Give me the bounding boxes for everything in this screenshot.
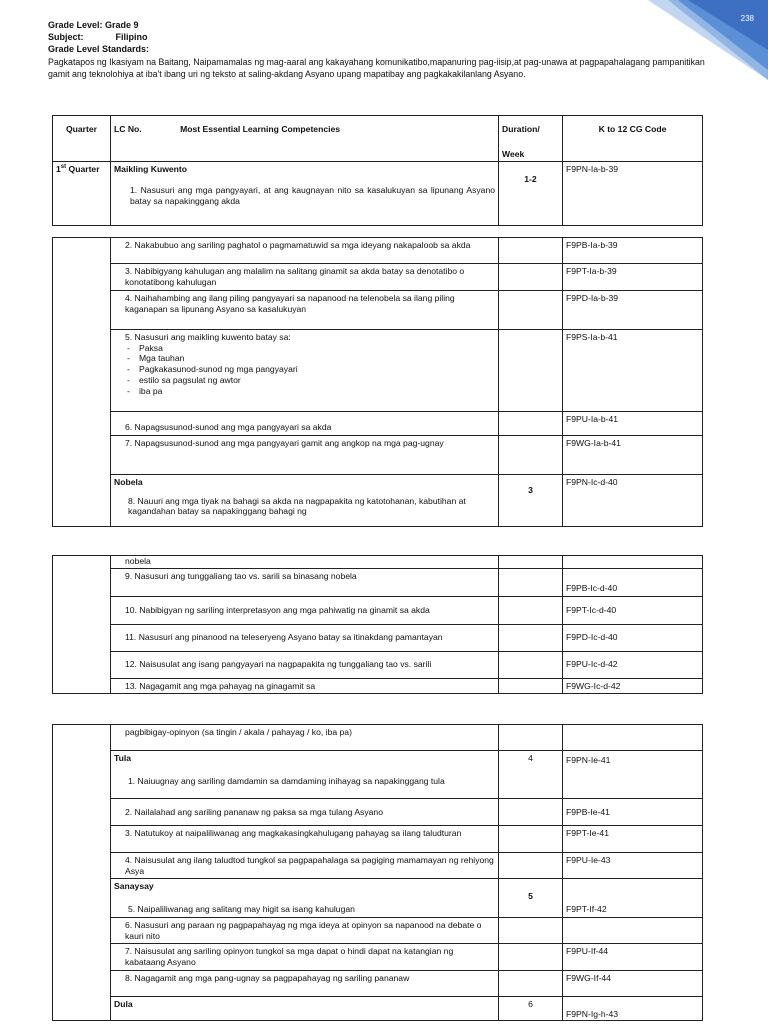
competency-continuation: nobela (111, 556, 499, 569)
duration-cell (499, 264, 563, 291)
table-row (53, 436, 703, 475)
code-cell: F9PN-Ie-41 (563, 751, 703, 799)
code-cell: F9WG-Ia-b-41 (563, 436, 703, 475)
duration-cell: 1-2 (499, 162, 563, 226)
section-maikling-kuwento: Maikling Kuwento (114, 164, 188, 175)
duration-cell (499, 970, 563, 996)
code-cell (563, 917, 703, 943)
table-row (53, 569, 703, 597)
point-item: - iba pa (125, 386, 495, 397)
code-cell: F9PU-Ie-43 (563, 853, 703, 879)
competency-item: 8. Nauuri ang mga tiyak na bahagi sa akda na nagpapakita ng katotohanan, kabutihan at kagandahan batay sa napakinggang bahagi ng (128, 495, 466, 517)
duration-cell (499, 944, 563, 970)
code-cell: F9PN-Ic-d-40 (563, 475, 703, 527)
code-cell (563, 556, 703, 569)
duration-cell: 6 (499, 996, 563, 1020)
competency-table-2 (52, 237, 703, 527)
competency-item: 12. Naisusulat ang isang pangyayari na nagpapakita ng tunggaliang tao vs. sarili (111, 651, 499, 678)
table-row (53, 853, 703, 879)
table-row (53, 799, 703, 826)
table-row (53, 238, 703, 264)
competency-item: 13. Nagagamit ang mga pahayag na ginagamit sa (111, 678, 499, 694)
header-duration (499, 116, 563, 162)
duration-cell (499, 412, 563, 436)
table-row (53, 475, 703, 527)
table-row (53, 751, 703, 799)
table-row (53, 624, 703, 651)
header-lc-mel (111, 116, 499, 162)
subject-row (48, 32, 728, 44)
quarter-cell: 1st Quarter (53, 162, 111, 226)
code-cell: F9PB-Ia-b-39 (563, 238, 703, 264)
quarter-cell (53, 556, 111, 694)
competency-item: 6. Nasusuri ang paraan ng pagpapahayag ng mga ideya at opinyon sa napanood na debate o kauri nito (111, 917, 499, 943)
duration-cell (499, 291, 563, 330)
header-week-label: Week (502, 148, 525, 159)
code-cell: F9PT-Ie-41 (563, 826, 703, 853)
code-cell: F9PD-Ia-b-39 (563, 291, 703, 330)
table-header-row (53, 116, 703, 162)
header-mel: Most Essential Learning Competencies (180, 124, 341, 134)
duration-cell (499, 651, 563, 678)
standards-label: Grade Level Standards: (48, 44, 150, 54)
duration-cell (499, 556, 563, 569)
competency-item: 3. Nabibigyang kahulugan ang malalim na salitang ginamit sa akda batay sa denotatibo o konotatibong kahulugan (111, 264, 499, 291)
subject-label: Subject: (48, 32, 84, 42)
table-row (53, 879, 703, 917)
competency-table-4 (52, 724, 703, 1021)
table-row (53, 556, 703, 569)
code-cell: F9PT-If-42 (563, 879, 703, 917)
code-cell: F9PD-Ic-d-40 (563, 624, 703, 651)
lc-cell (111, 475, 499, 527)
table-row (53, 678, 703, 694)
competency-item: 11. Nasusuri ang pinanood na teleseryeng Asyano batay sa itinakdang pamantayan (111, 624, 499, 651)
table-row (53, 970, 703, 996)
point-item: - estilo sa pagsulat ng awtor (125, 375, 495, 386)
section-sanaysay: Sanaysay (114, 881, 154, 892)
section-nobela: Nobela (114, 477, 143, 487)
code-cell: F9WG-Ic-d-42 (563, 678, 703, 694)
competency-item: 4. Naihahambing ang ilang piling pangyayari sa napanood na telenobela sa ilang piling kaganapan sa lipunang Asyano sa kasalukuyan (111, 291, 499, 330)
table-row (53, 412, 703, 436)
duration-cell: 5 (499, 879, 563, 917)
competency-item: 5. Naipaliliwanag ang salitang may higit sa isang kahulugan (128, 904, 355, 915)
subject-value: Filipino (115, 32, 148, 42)
header-code: K to 12 CG Code (563, 116, 703, 162)
duration-cell: 4 (499, 751, 563, 799)
section-dula: Dula (111, 996, 499, 1020)
lc-cell (111, 879, 499, 917)
quarter-cell (53, 725, 111, 1021)
competency-item: 3. Natutukoy at naipaliliwanag ang magkakasingkahulugang pahayag sa ilang taludturan (111, 826, 499, 853)
table-row (53, 996, 703, 1020)
code-cell: F9PT-Ic-d-40 (563, 596, 703, 624)
competency-item: 6. Napagsusunod-sunod ang mga pangyayari sa akda (111, 412, 499, 436)
lc-cell (111, 162, 499, 226)
code-cell: F9PN-Ig-h-43 (563, 996, 703, 1020)
code-cell: F9PN-Ia-b-39 (563, 162, 703, 226)
code-cell (563, 725, 703, 751)
document-header (48, 20, 728, 81)
code-cell: F9PS-Ia-b-41 (563, 330, 703, 412)
table-row (53, 264, 703, 291)
page-number: 238 (740, 14, 754, 23)
duration-cell (499, 826, 563, 853)
header-lc-no: LC No. (114, 124, 142, 134)
competency-item: 9. Nasusuri ang tunggaliang tao vs. sarili sa binasang nobela (111, 569, 499, 597)
code-cell: F9PU-Ia-b-41 (563, 412, 703, 436)
competency-item: 8. Nagagamit ang mga pang-ugnay sa pagpapahayag ng sariling pananaw (111, 970, 499, 996)
competency-item: 7. Napagsusunod-sunod ang mga pangyayari gamit ang angkop na mga pag-ugnay (111, 436, 499, 475)
duration-cell (499, 238, 563, 264)
duration-cell (499, 330, 563, 412)
duration-cell (499, 569, 563, 597)
competency-continuation: pagbibigay-opinyon (sa tingin / akala / pahayag / ko, iba pa) (111, 725, 499, 751)
competency-item (111, 330, 499, 412)
competency-item: 1. Nasusuri ang mga pangyayari, at ang kaugnayan nito sa kasalukuyan sa lipunang Asyano batay sa napakinggang akda (130, 185, 495, 206)
table-row (53, 944, 703, 970)
section-tula: Tula (114, 753, 132, 763)
duration-cell: 3 (499, 475, 563, 527)
lc-cell (111, 751, 499, 799)
quarter-cell (53, 238, 111, 527)
duration-cell (499, 436, 563, 475)
table-row (53, 725, 703, 751)
code-cell: F9PB-Ic-d-40 (563, 569, 703, 597)
code-cell: F9PB-Ie-41 (563, 799, 703, 826)
duration-cell (499, 853, 563, 879)
code-cell: F9PU-If-44 (563, 944, 703, 970)
code-cell: F9PT-Ia-b-39 (563, 264, 703, 291)
grade-level: Grade Level: Grade 9 (48, 20, 139, 30)
table-row (53, 596, 703, 624)
code-cell: F9PU-Ic-d-42 (563, 651, 703, 678)
competency-item: 2. Nailalahad ang sariling pananaw ng paksa sa mga tulang Asyano (111, 799, 499, 826)
duration-cell (499, 917, 563, 943)
competency-table-3 (52, 555, 703, 694)
header-duration-label: Duration/ (502, 124, 540, 134)
duration-cell (499, 799, 563, 826)
competency-item: 1. Naiuugnay ang sariling damdamin sa damdaming inihayag sa napakinggang tula (128, 775, 445, 786)
table-row (53, 291, 703, 330)
duration-cell (499, 624, 563, 651)
competency-item: 10. Nabibigyan ng sariling interpretasyon ang mga pahiwatig na ginamit sa akda (111, 596, 499, 624)
table-row (53, 917, 703, 943)
duration-cell (499, 725, 563, 751)
standards-text: Pagkatapos ng Ikasiyam na Baitang, Naipamamalas ng mag-aaral ang kakayahang komunikatibo,mapanuring pag-iisip,at pag-unawa at pagpapahalagang pampanitikan gamit ang teknolohiya at iba't ibang uri ng teksto at saling-akdang Asyano upang mapatibay ang pagkakakilanlang Asyano. (48, 57, 705, 79)
table-row (53, 826, 703, 853)
code-cell: F9WG-If-44 (563, 970, 703, 996)
table-row (53, 651, 703, 678)
competency-table-1 (52, 115, 703, 226)
competency-item-title: 5. Nasusuri ang maikling kuwento batay sa: (125, 332, 291, 342)
header-quarter: Quarter (53, 116, 111, 162)
competency-item: 7. Naisusulat ang sariling opinyon tungkol sa mga dapat o hindi dapat na katangian ng kabataang Asyano (111, 944, 499, 970)
point-item: - Paksa (125, 343, 495, 354)
competency-item: 2. Nakabubuo ang sariling paghatol o pagmamatuwid sa mga ideyang nakapaloob sa akda (111, 238, 499, 264)
point-item: - Pagkakasunod-sunod ng mga pangyayari (125, 364, 495, 375)
point-item: - Mga tauhan (125, 353, 495, 364)
table-row (53, 330, 703, 412)
duration-cell (499, 678, 563, 694)
duration-cell (499, 596, 563, 624)
competency-item: 4. Naisusulat ang ilang taludtod tungkol sa pagpapahalaga sa pagiging mamamayan ng rehiyong Asya (111, 853, 499, 879)
table-row (53, 162, 703, 226)
